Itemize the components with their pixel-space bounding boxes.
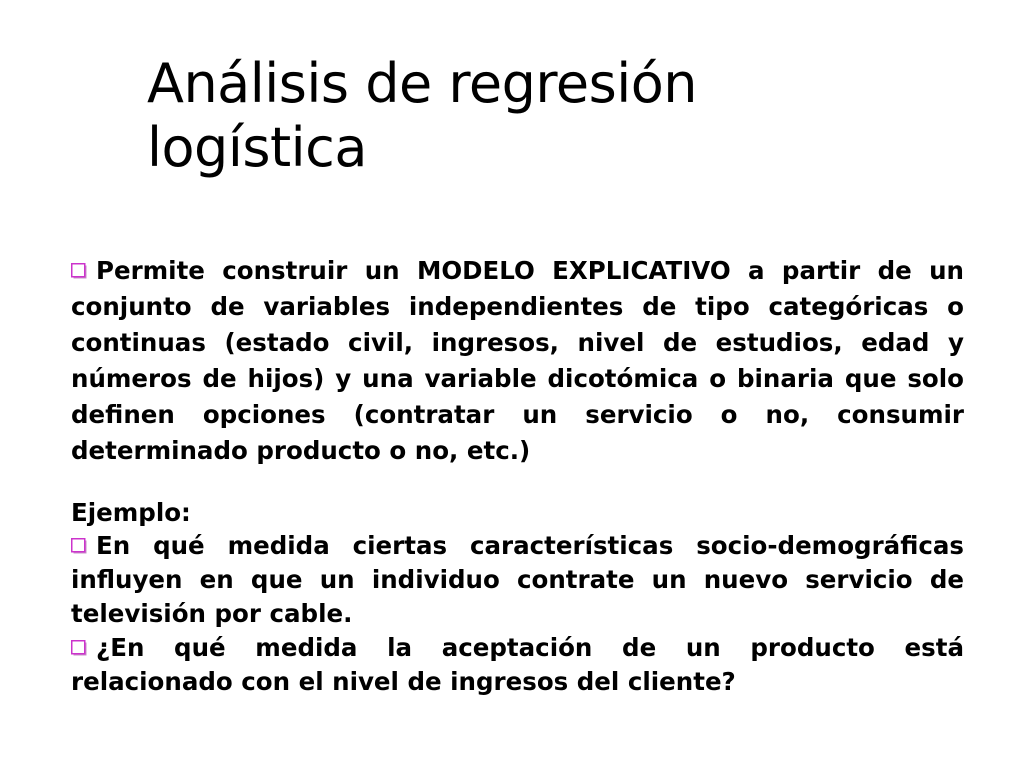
intro-paragraph [71, 253, 964, 469]
slide-title: Análisis de regresión logística [147, 52, 698, 179]
example-item [71, 529, 964, 631]
example-text: ¿En qué medida la aceptación de un producto está relacionado con el nivel de ingresos del cliente? [71, 633, 964, 696]
example-label: Ejemplo: [71, 498, 191, 527]
intro-text: Permite construir un MODELO EXPLICATIVO a partir de un conjunto de variables independientes de tipo categóricas o continuas (estado civil, ingresos, nivel de estudios, edad y números de hijos) y una variable dicotómica o binaria que solo definen opciones (contratar un servicio o no, consumir determinado producto o no, etc.) [71, 256, 964, 465]
example-item [71, 631, 964, 699]
hollow-square-bullet-icon [71, 538, 88, 555]
slide-body [71, 253, 964, 699]
example-text: En qué medida ciertas características socio-demográficas influyen en que un individuo contrate un nuevo servicio de televisión por cable. [71, 531, 964, 628]
hollow-square-bullet-icon [71, 640, 88, 657]
hollow-square-bullet-icon [71, 263, 88, 280]
spacer [71, 469, 964, 497]
